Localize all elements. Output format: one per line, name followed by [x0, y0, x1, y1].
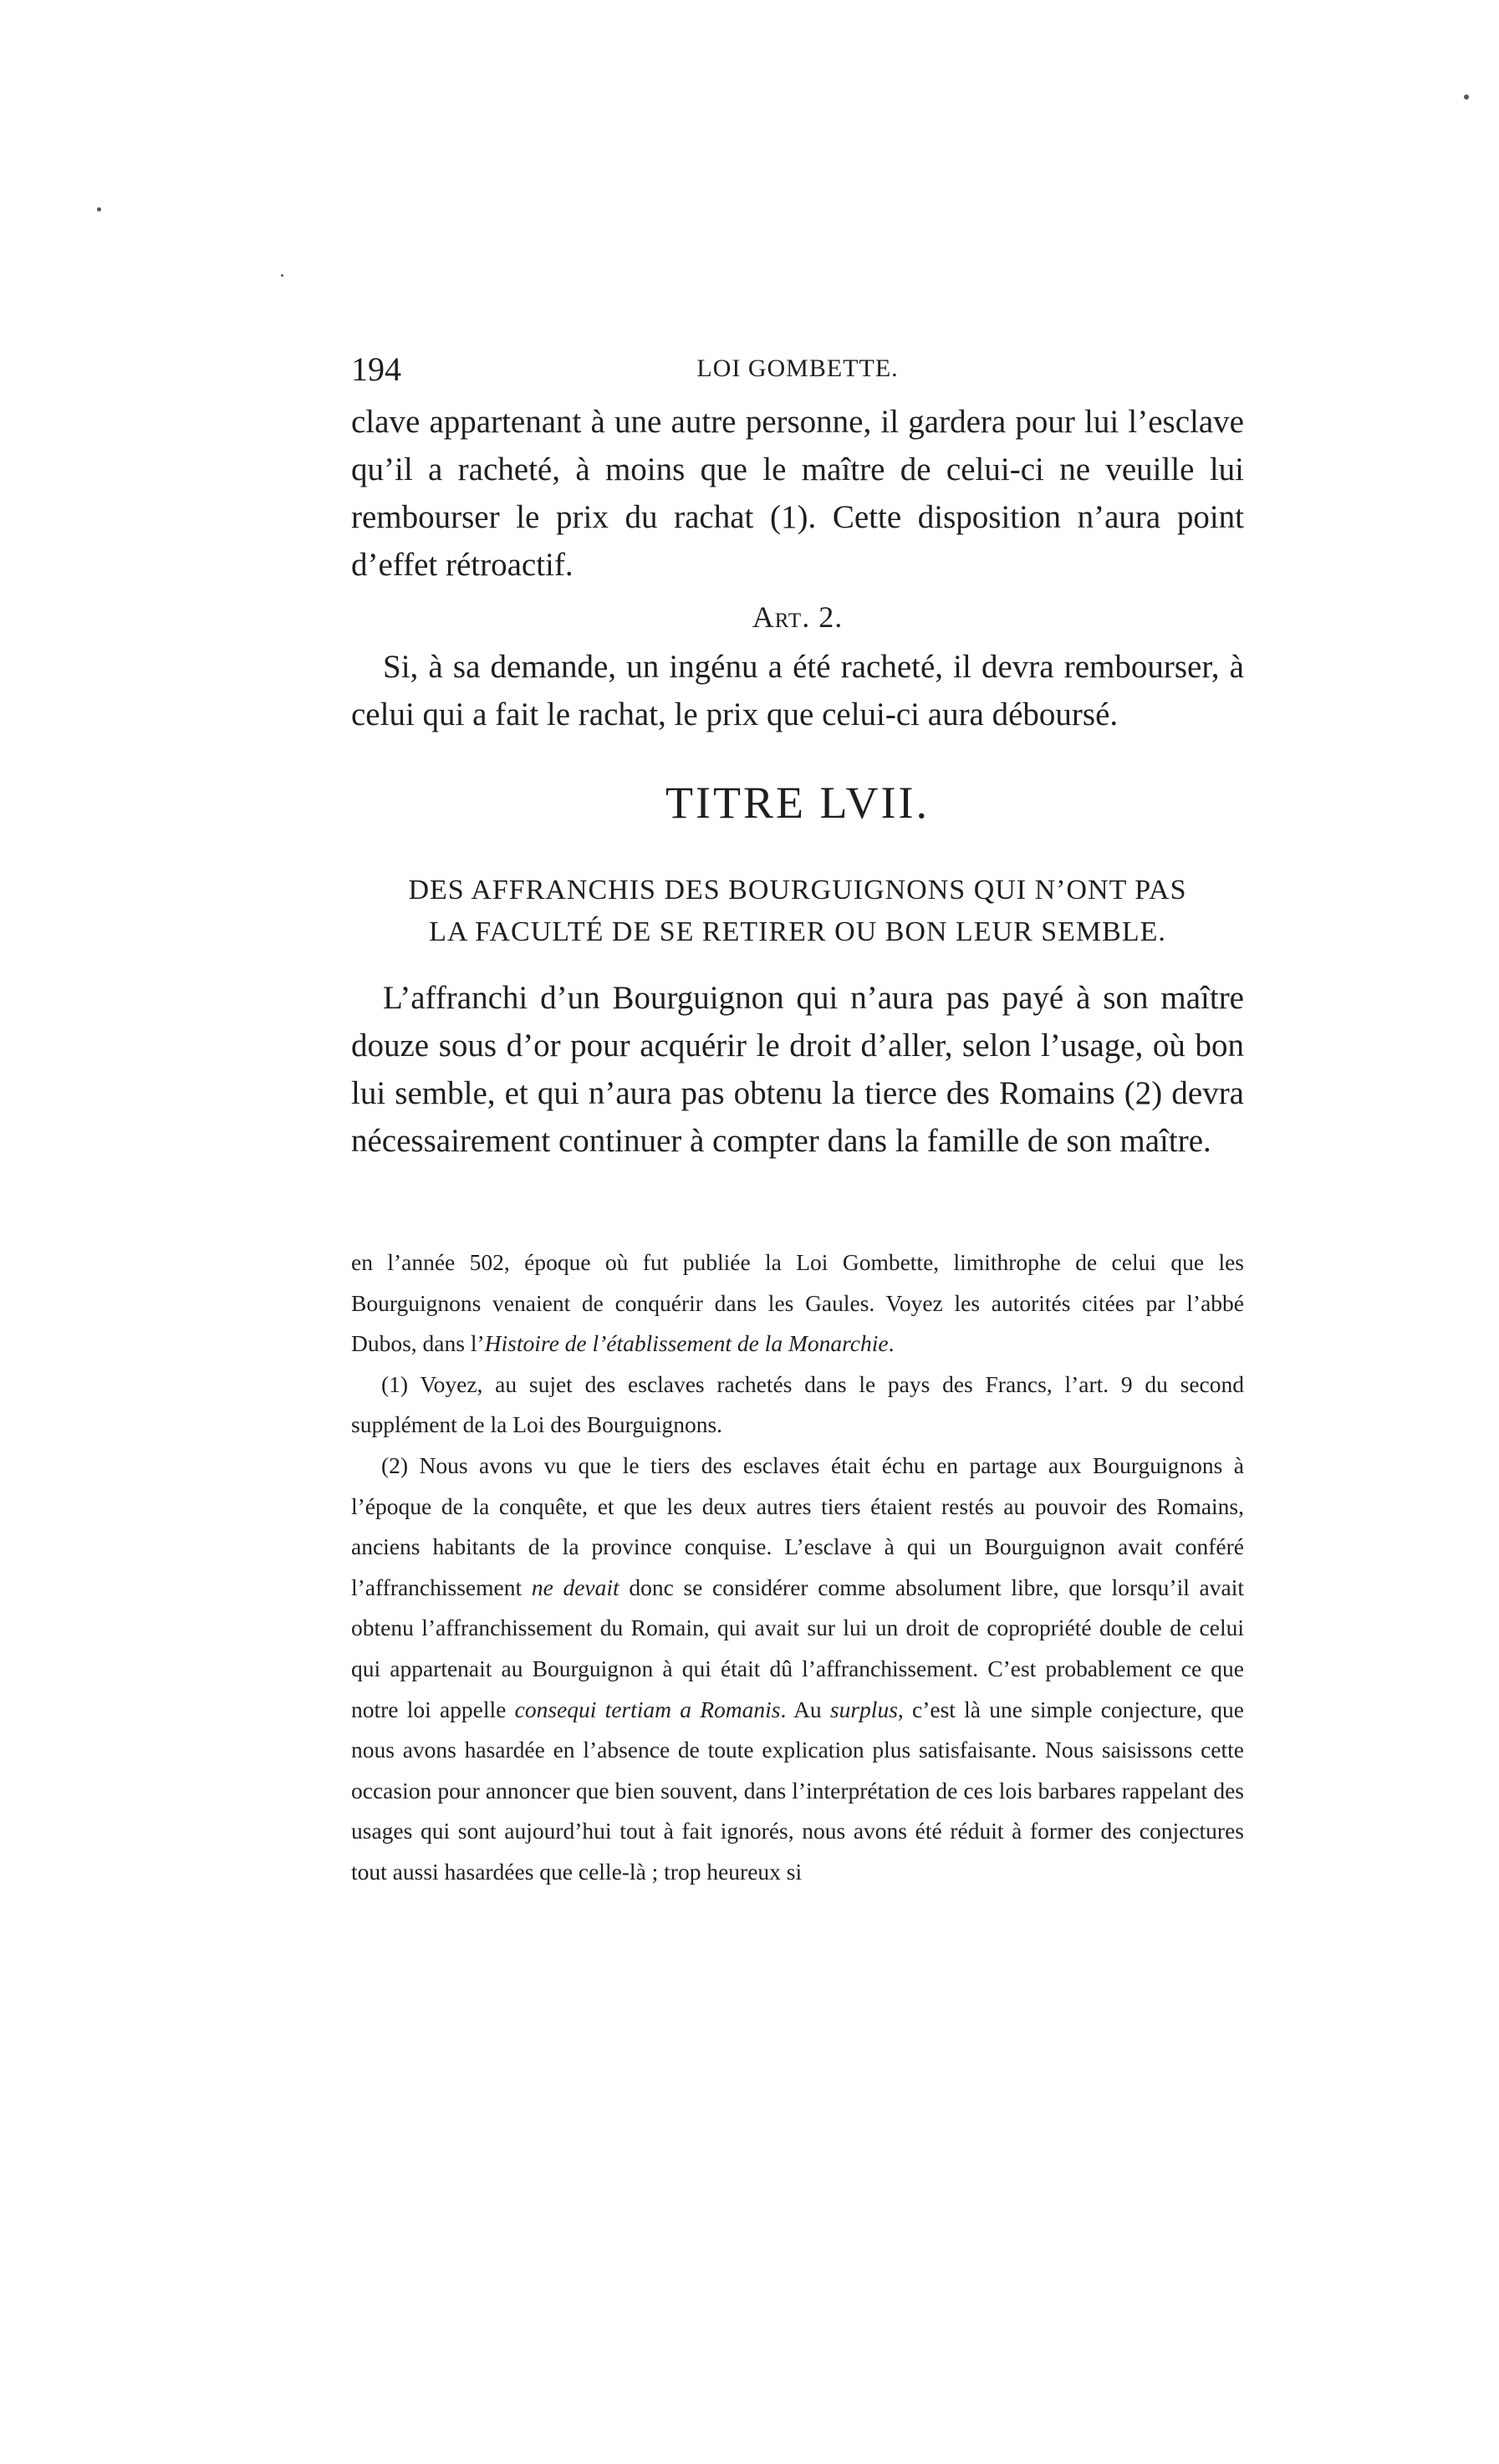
title-paragraph: L’affranchi d’un Bourguignon qui n’aura pas payé à son maître douze sous d’or pour acquérir le droit d’aller, selon l’usage, où bon lui semble, et qui n’aura pas obtenu la tierce des Romains (2) devra nécessairement continuer à compter dans la famille de son maître.: [351, 980, 1244, 1159]
title-text: [351, 974, 1244, 1165]
subtitle-block: [351, 870, 1244, 953]
title-heading: TITRE LVII.: [665, 778, 930, 828]
main-text: [351, 398, 1244, 738]
running-header: [351, 349, 1244, 393]
footnote-2: (2) Nous avons vu que le tiers des esclaves était échu en partage aux Bourguignons à l’époque de la conquête, et que les deux autres tiers étaient restés au pouvoir des Romains, anciens habitants de la province conquise. L’esclave à qui un Bourguignon avait conféré l’affranchissement ne devait donc se considérer comme absolument libre, que lorsqu’il avait obtenu l’affranchissement du Romain, qui avait sur lui un droit de copropriété double de celui qui appartenait au Bourguignon à qui était dû l’affranchissement. C’est probablement ce que notre loi appelle consequi tertiam a Romanis. Au surplus, c’est là une simple conjecture, que nous avons hasardée en l’absence de toute explication plus satisfaisante. Nous saisissons cette occasion pour annoncer que bien souvent, dans l’interprétation de ces lois barbares rappelant des usages qui sont aujourd’hui tout à fait ignorés, nous avons été réduit à former des conjectures tout aussi hasardées que celle-là ; trop heureux si: [351, 1451, 1245, 1885]
paper-speck: [281, 274, 283, 277]
article-heading: Art. 2.: [752, 600, 844, 634]
paper-speck: [97, 207, 101, 212]
subtitle-line: LA FACULTÉ DE SE RETIRER OU BON LEUR SEMBLE.: [429, 916, 1166, 947]
footnote-carryover: en l’année 502, époque où fut publiée la Loi Gombette, limithrophe de celui que les Bourguignons venaient de conquérir dans les Gaules. Voyez les autorités citées par l’abbé Dubos, dans l’Histoire de l’établissement de la Monarchie.: [351, 1249, 1244, 1357]
footnotes: [351, 1242, 1244, 1893]
article-paragraph: Si, à sa demande, un ingénu a été racheté, il devra rembourser, à celui qui a fait le rachat, le prix que celui-ci aura déboursé.: [351, 649, 1244, 732]
title-block: [351, 773, 1244, 832]
continuation-paragraph: clave appartenant à une autre personne, il gardera pour lui l’esclave qu’il a racheté, à moins que le maître de celui-ci ne veuille lui rembourser le prix du rachat (1). Cette disposition n’aura point d’effet rétroactif.: [351, 404, 1244, 583]
subtitle-line: DES AFFRANCHIS DES BOURGUIGNONS QUI N’ONT PAS: [408, 875, 1187, 906]
running-title: LOI GOMBETTE.: [696, 355, 899, 382]
footnote-1: (1) Voyez, au sujet des esclaves rachetés dans le pays des Francs, l’art. 9 du second supplément de la Loi des Bourguignons.: [351, 1370, 1244, 1438]
paper-speck: [1464, 94, 1469, 99]
page-number: 194: [351, 350, 401, 388]
